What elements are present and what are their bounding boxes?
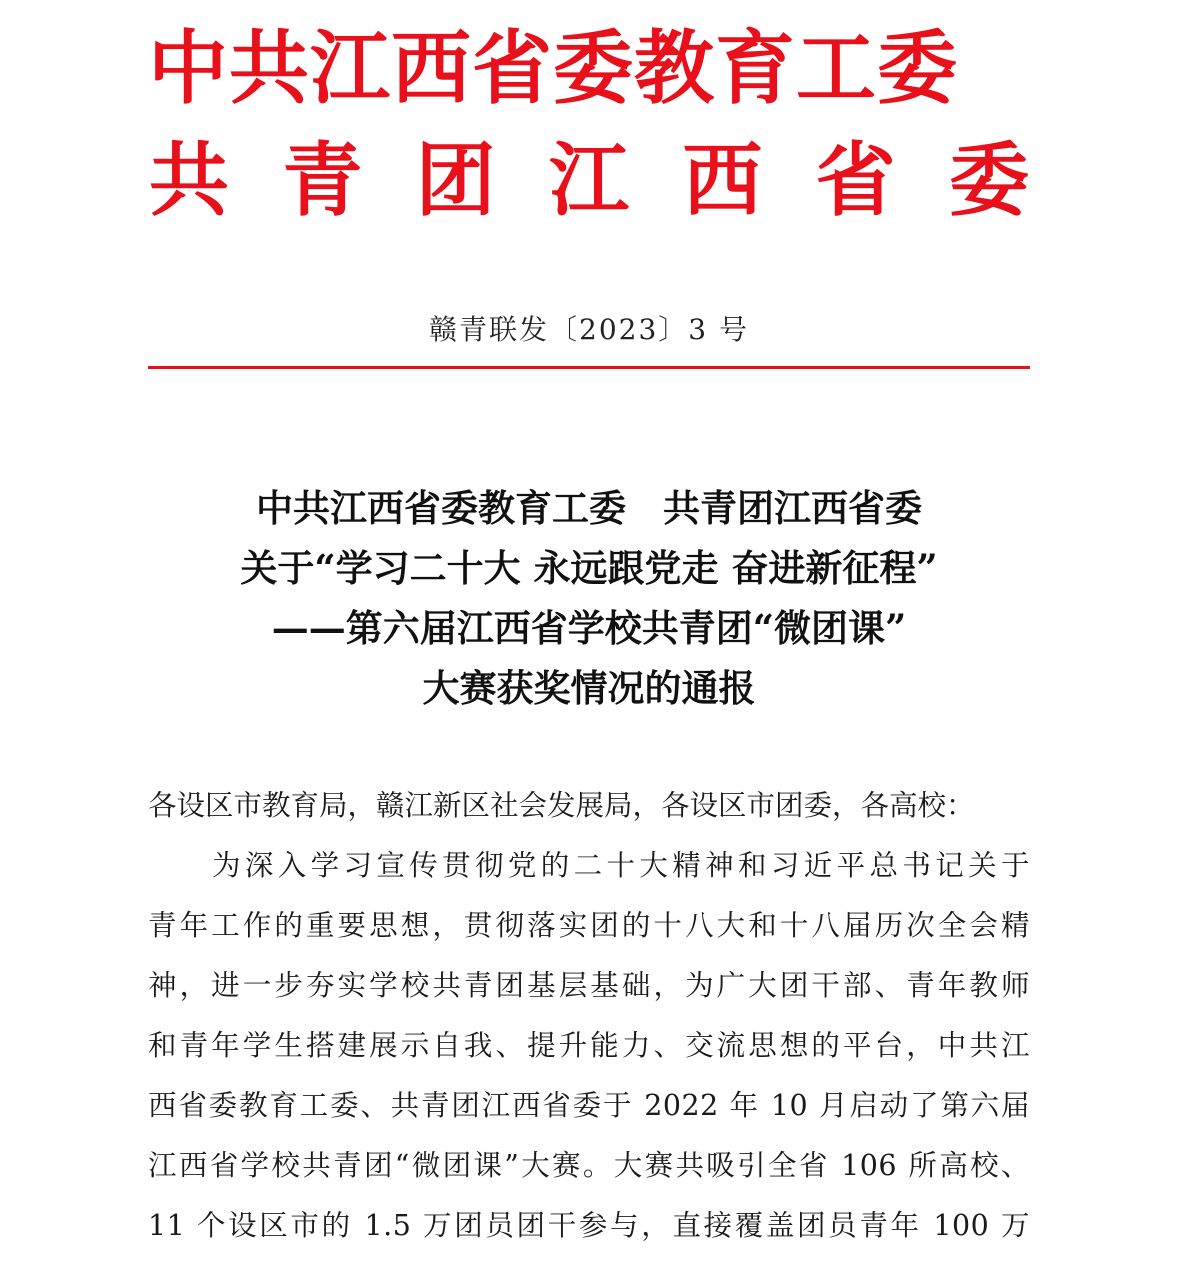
body-line: 神，进一步夯实学校共青团基层基础，为广大团干部、青年教师 bbox=[148, 969, 1030, 1002]
title-line-2: 关于“学习二十大 永远跟党走 奋进新征程” bbox=[240, 546, 938, 590]
title-line-4: 大赛获奖情况的通报 bbox=[422, 666, 756, 710]
masthead-line-1: 中共江西省委教育工委 bbox=[148, 21, 958, 115]
red-divider bbox=[148, 366, 1030, 369]
masthead-char: 委 bbox=[948, 133, 1029, 227]
masthead-line-2 bbox=[148, 134, 1030, 226]
masthead-char: 共 bbox=[149, 133, 229, 227]
document-number: 赣青联发〔2023〕3 号 bbox=[429, 313, 749, 346]
title-line-1: 中共江西省委教育工委 共青团江西省委 bbox=[256, 486, 922, 530]
body-line: 和青年学生搭建展示自我、提升能力、交流思想的平台，中共江 bbox=[148, 1029, 1030, 1062]
masthead-char: 西 bbox=[682, 133, 763, 227]
document-title bbox=[140, 478, 1038, 718]
body-line: 11 个设区市的 1.5 万团员团干参与，直接覆盖团员青年 100 万 bbox=[148, 1209, 1030, 1242]
title-line-3: ——第六届江西省学校共青团“微团课” bbox=[271, 606, 907, 650]
masthead-char: 青 bbox=[282, 133, 363, 227]
masthead-char: 江 bbox=[548, 133, 629, 227]
masthead-char: 团 bbox=[415, 133, 496, 227]
body-line: 青年工作的重要思想，贯彻落实团的十八大和十八届历次全会精 bbox=[148, 909, 1030, 942]
masthead-char: 省 bbox=[815, 133, 896, 227]
body-line: 江西省学校共青团“微团课”大赛。大赛共吸引全省 106 所高校、 bbox=[148, 1149, 1030, 1182]
salutation: 各设区市教育局，赣江新区社会发展局，各设区市团委，各高校： bbox=[148, 789, 975, 822]
body-line: 为深入学习宣传贯彻党的二十大精神和习近平总书记关于 bbox=[212, 849, 1030, 882]
body-line: 西省委教育工委、共青团江西省委于 2022 年 10 月启动了第六届 bbox=[148, 1089, 1030, 1122]
